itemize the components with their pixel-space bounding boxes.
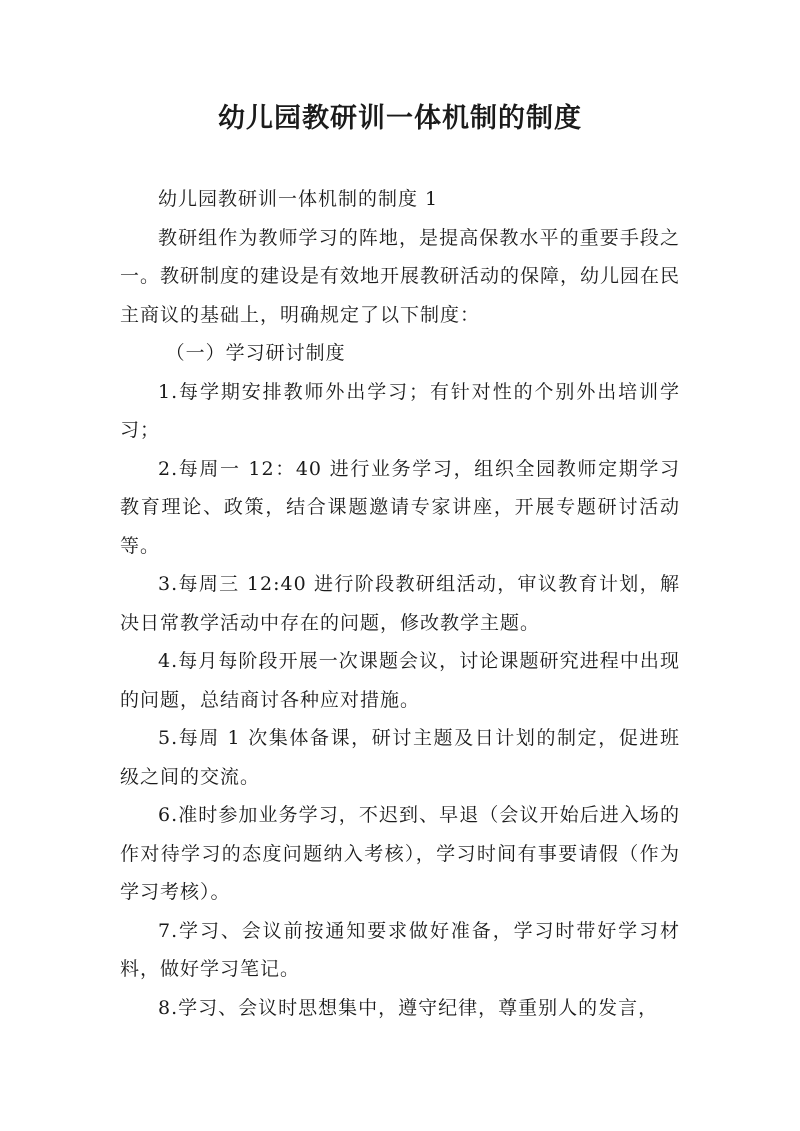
rule-item-3: 3.每周三 12:40 进行阶段教研组活动，审议教育计划，解决日常教学活动中存在的问题，修改教学主题。 — [120, 573, 680, 634]
rule-item-1: 1.每学期安排教师外出学习；有针对性的个别外出培训学习； — [120, 380, 680, 441]
section-heading: 幼儿园教研训一体机制的制度 1 — [158, 188, 439, 210]
rule-item-4: 4.每月每阶段开展一次课题会议，讨论课题研究进程中出现的问题，总结商讨各种应对措施。 — [120, 650, 680, 711]
rule-item-2: 2.每周一 12：40 进行业务学习，组织全园教师定期学习教育理论、政策，结合课题邀请专家讲座，开展专题研讨活动等。 — [120, 457, 680, 557]
subsection-heading: （一）学习研讨制度 — [165, 342, 346, 364]
rule-item-8: 8.学习、会议时思想集中，遵守纪律，尊重别人的发言， — [158, 996, 659, 1019]
intro-paragraph: 教研组作为教师学习的阵地，是提高保教水平的重要手段之一。教研制度的建设是有效地开展教研活动的保障，幼儿园在民主商议的基础上，明确规定了以下制度： — [120, 226, 681, 326]
rule-item-5: 5.每周 1 次集体备课，研讨主题及日计划的制定，促进班级之间的交流。 — [120, 727, 680, 788]
document-title: 幼儿园教研训一体机制的制度 — [218, 103, 582, 134]
document-body — [120, 180, 680, 1027]
rule-item-7: 7.学习、会议前按通知要求做好准备，学习时带好学习材料，做好学习笔记。 — [120, 919, 680, 980]
rule-item-6: 6.准时参加业务学习，不迟到、早退（会议开始后进入场的作对待学习的态度问题纳入考核），学习时间有事要请假（作为学习考核）。 — [120, 804, 680, 903]
